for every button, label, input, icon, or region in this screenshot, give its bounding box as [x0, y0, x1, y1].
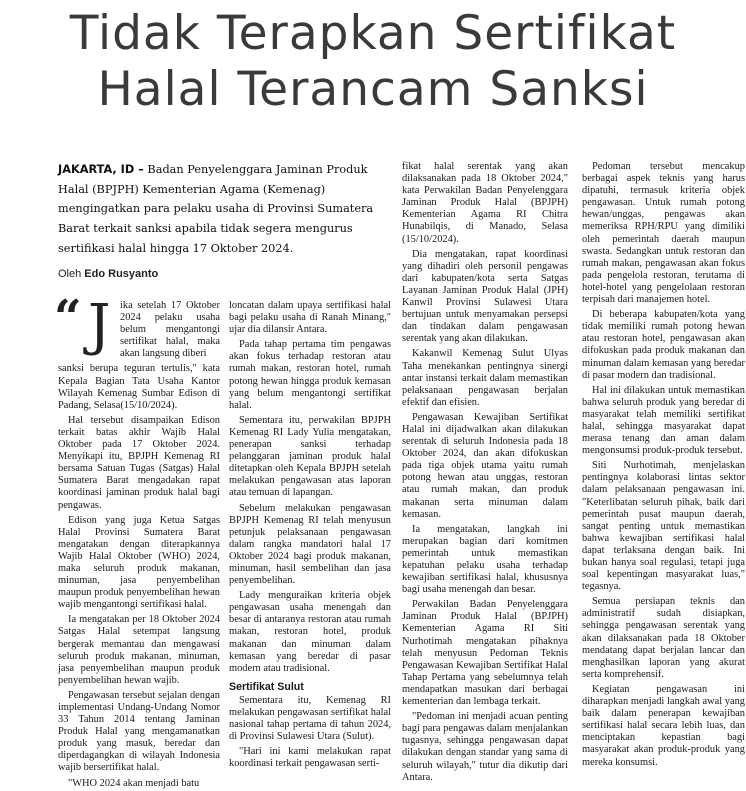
- paragraph: Ia mengatakan per 18 Oktober 2024 Satgas Halal setempat langsung bergerak memantau dan mengawasi seluruh produk makanan, minuman, jasa penyembelihan maupun produk penyembelihan hewan wajib.: [58, 614, 220, 686]
- paragraph: fikat halal serentak yang akan dilaksanakan pada 18 Oktober 2024," kata Perwakilan Badan Penyelenggara Jaminan Produk Halal (BPJPH) Kementerian Agama RI Chitra Hunabilqis, di Manado, Selasa (15/10/2024).: [402, 161, 568, 245]
- paragraph: Perwakilan Badan Penyelenggara Jaminan Produk Halal (BPJPH) Kementerian Agama RI Siti Nurhotimah mengatakan pihaknya telah menyusun Pedoman Teknis Pengawasan Kewajiban Sertifikat Halal Tahap Pertama yang sebelumnya telah mendapatkan masukan dari berbagai kementerian dan lembaga terkait.: [402, 599, 568, 708]
- subheading: Sertifikat Sulut: [229, 680, 304, 693]
- paragraph: Lady menguraikan kriteria objek pengawasan usaha menengah dan besar di antaranya restoran atau rumah makan, restoran hotel, produk makanan dan minuman dalam kemasan yang beredar di pasar modern atau tradisional.: [229, 590, 391, 674]
- paragraph: Siti Nurhotimah, menjelaskan pentingnya kolaborasi lintas sektor dalam pelaksanaan pengawasan ini. "Keterlibatan seluruh pihak, baik dari pemerintah pusat maupun daerah, sangat penting untuk memastikan bahwa kewajiban sertifikasi halal dapat terlaksana dengan baik. Ini bukan hanya soal regulasi, tetapi juga soal kepentingan masyarakat luas," tegasnya.: [582, 460, 745, 593]
- paragraph: Pengawasan Kewajiban Sertifikat Halal ini dijadwalkan akan dilakukan serentak di seluruh Indonesia pada 18 Oktober 2024, dan akan difokuskan pada tiga objek utama yaitu rumah potong hewan atau unggas, restoran atau rumah makan, dan produk makanan serta minuman dalam kemasan.: [402, 411, 568, 520]
- paragraph: "Pedoman ini menjadi acuan penting bagi para pengawas dalam menjalankan tugasnya, sehingga pengawasan dapat dilakukan dengan standar yang sama di seluruh wilayah," tutur dia dikutip dari Antara.: [402, 711, 568, 783]
- article-column-3: [402, 161, 568, 787]
- headline-line-1: Tidak Terapkan Sertifikat: [69, 6, 677, 61]
- dropcap-letter: J: [88, 293, 111, 358]
- paragraph: Pada tahap pertama tim pengawas akan fokus terhadap restoran atau rumah makan, restoran hotel, rumah potong hewan hingga produk kemasan yang belum mengantongi sertifikat halal.: [229, 339, 391, 411]
- paragraph: Pedoman tersebut mencakup berbagai aspek teknis yang harus dipatuhi, termasuk kriteria objek pengawasan. Untuk rumah potong hewan/unggas, pengawas akan memeriksa RPH/RPU yang dimiliki oleh pemerintah daerah maupun swasta. Sedangkan untuk restoran dan rumah makan, pengawasan akan fokus pada pengelola restoran, terutama di hotel-hotel yang pengelolaan restoran terpisah dari manajemen hotel.: [582, 161, 745, 306]
- paragraph: Sementara itu, perwakilan BPJPH Kemenag RI Lady Yulia mengatakan, penerapan sanksi terhadap pelanggaran jaminan produk halal ditetapkan oleh Kepala BPJPH setelah melakukan pengawasan atas laporan atau temuan di lapangan.: [229, 414, 391, 499]
- lead-text: Badan Penyelenggara Jaminan Produk Halal (BPJPH) Kementerian Agama (Kemenag) mengingatkan para pelaku usaha di Provinsi Sumatera Barat terkait sanksi apabila tidak segera mengurus sertifikasi halal hingga 17 Oktober 2024.: [58, 163, 374, 255]
- paragraph: loncatan dalam upaya sertifikasi halal bagi pelaku usaha di Ranah Minang," ujar dia dilansir Antara.: [229, 300, 391, 336]
- paragraph: Semua persiapan teknis dan administratif sudah disiapkan, sehingga pengawasan serentak yang akan dilaksanakan pada 18 Oktober mendatang dapat berjalan lancar dan menghasilkan laporan yang akurat serta komprehensif.: [582, 596, 745, 680]
- paragraph: Dia mengatakan, rapat koordinasi yang dihadiri oleh personil pengawas dari kabupaten/kota serta Satgas Layanan Jaminan Produk Halal (JPH) Kanwil Provinsi Sulawesi Utara bertujuan untuk menyamakan persepsi dan tindakan dalam pengawasan serentak yang akan dilakukan.: [402, 248, 568, 345]
- paragraph: Di beberapa kabupaten/kota yang tidak memiliki rumah potong hewan atau restoran hotel, pengawasan akan difokuskan pada produk makanan dan minuman dalam kemasan yang beredar di pasar modern dan tradisional.: [582, 309, 745, 381]
- paragraph: sanksi berupa teguran tertulis," kata Kepala Bagian Tata Usaha Kantor Wilayah Kemenag Sumbar Edison di Padang, Selasa(15/10/2024).: [58, 363, 220, 411]
- paragraph: Sebelum melakukan pengawasan BPJPH Kemenag RI telah menyusun petunjuk pelaksanaan pengawasan dalam rangka mandatori halal 17 Oktober 2024 bagi produk makanan, minuman, hasil sembelihan dan jasa penyembelihan.: [229, 502, 391, 587]
- paragraph: Sementara itu, Kemenag RI melakukan pengawasan sertifikat halal nasional tahap pertama di tahun 2024, di Provinsi Sulawesi Utara (Sulut).: [229, 694, 391, 743]
- byline: [58, 268, 378, 280]
- article-column-2: [229, 300, 391, 773]
- paragraph: "WHO 2024 akan menjadi batu: [68, 777, 200, 789]
- article-column-1: [54, 290, 220, 791]
- lead-paragraph: [58, 160, 378, 259]
- paragraph: Kegiatan pengawasan ini diharapkan menjadi langkah awal yang baik dalam penerapan kewajiban sertifikasi halal secara lebih luas, dan menciptakan kepastian bagi masyarakat akan produk-produk yang mereka konsumsi.: [582, 683, 745, 768]
- opening-quote-mark: “: [54, 290, 82, 346]
- paragraph: "Hari ini kami melakukan rapat koordinasi terkait pengawasan serti-: [229, 746, 391, 770]
- byline-author: Edo Rusyanto: [84, 268, 159, 280]
- dateline: JAKARTA, ID –: [58, 163, 144, 176]
- paragraph: Hal ini dilakukan untuk memastikan bahwa seluruh produk yang beredar di masyarakat telah memiliki sertifikat halal, sehingga masyarakat dapat merasa tenang dan aman dalam mengonsumsi produk-produk tersebut.: [582, 384, 745, 457]
- dropcap-block: [54, 290, 220, 360]
- headline-line-2: Halal Terancam Sanksi: [97, 62, 649, 117]
- headline: [0, 6, 746, 118]
- paragraph: Edison yang juga Ketua Satgas Halal Provinsi Sumatera Barat mengatakan dengan diterapkannya Wajib Halal Oktober (WHO) 2024, maka seluruh produk makanan, minuman, jasa penyembelihan maupun produk penyembelihan hewan wajib mengantongi sertifikasi halal.: [58, 514, 220, 611]
- paragraph: ika setelah 17 Oktober 2024 pelaku usaha belum mengantongi sertifikat halal, maka akan langsung diberi: [120, 300, 220, 360]
- article-column-4: [582, 161, 745, 772]
- paragraph: Ia mengatakan, langkah ini merupakan bagian dari komitmen pemerintah untuk memastikan kepatuhan pelaku usaha terhadap kewajiban sertifikasi halal, khususnya bagi usaha menengah dan besar.: [402, 523, 568, 596]
- byline-prefix: Oleh: [58, 268, 85, 280]
- paragraph: Hal tersebut disampaikan Edison terkait batas akhir Wajib Halal Oktober pada 17 Oktober 2024. Menyikapi itu, BPJPH Kemenag RI bersama Satuan Tugas (Satgas) Halal Sumatera Barat mengadakan rapat koordinasi jaminan produk halal bagi pengawas.: [58, 414, 220, 511]
- paragraph: Pengawasan tersebut sejalan dengan implementasi Undang-Undang Nomor 33 Tahun 2014 tentang Jaminan Produk Halal yang mengamanatkan produk yang masuk, beredar dan diperdagangkan di wilayah Indonesia wajib bersertifikat halal.: [58, 689, 220, 774]
- paragraph: Kakanwil Kemenag Sulut Ulyas Taha menekankan pentingnya sinergi antar instansi terkait dalam memastikan pelaksanaan pengawasan berjalan efektif dan efisien.: [402, 348, 568, 408]
